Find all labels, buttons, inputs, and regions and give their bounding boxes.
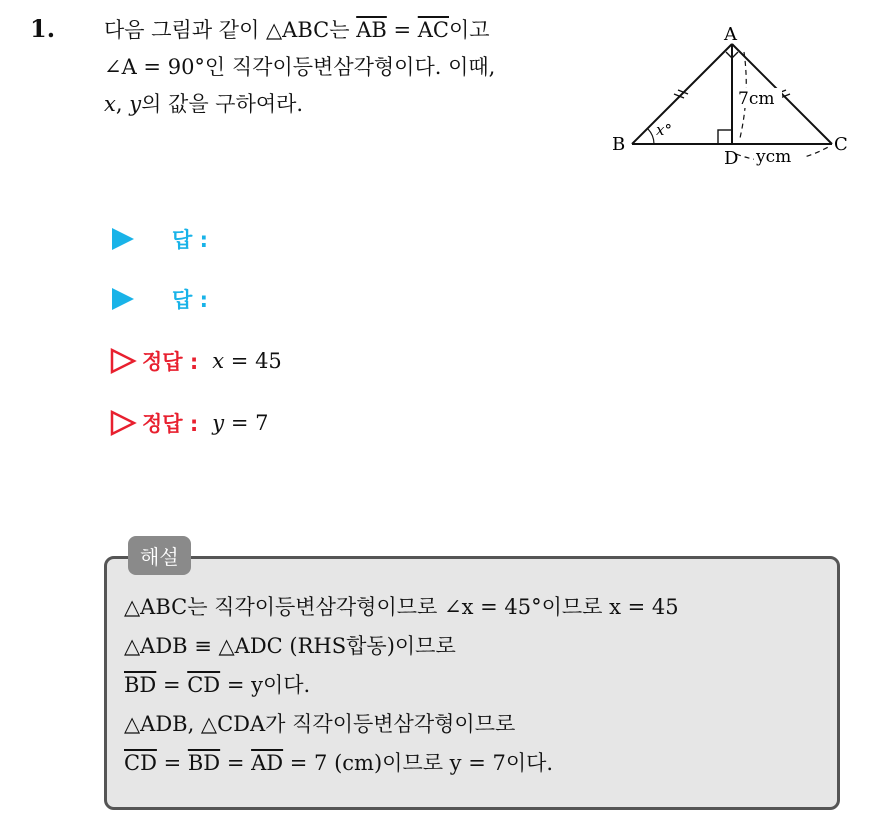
- outline-triangle-icon: [108, 408, 138, 438]
- triangle-figure: [608, 22, 860, 172]
- length-label-ad: 7cm: [738, 89, 775, 109]
- vertex-label-b: B: [612, 134, 626, 155]
- correct-answer-row-1: [108, 344, 282, 378]
- segment-ad: $\overline{AD}$: [251, 751, 284, 775]
- question-text: [104, 12, 604, 123]
- solution-line-5: [124, 744, 824, 783]
- solution-line-3-rest: = y이다.: [220, 673, 311, 697]
- segment-ac: $\overline{AC}$: [417, 18, 449, 42]
- equals-sign: =: [220, 751, 252, 775]
- segment-bd: $\overline{BD}$: [124, 673, 157, 697]
- equals-sign: =: [156, 673, 188, 697]
- answer-row-1: [108, 222, 222, 256]
- equals-sign: =: [156, 751, 188, 775]
- answer-var: x: [212, 349, 225, 373]
- vertex-label-a: A: [724, 24, 737, 45]
- comma: ,: [115, 92, 130, 116]
- answer-label: 답 :: [172, 288, 208, 312]
- length-label-dc: ycm: [756, 147, 792, 167]
- answer-var: y: [212, 411, 225, 435]
- question-line-1: [104, 12, 604, 49]
- solution-line-1: △ABC는 직각이등변삼각형이므로 ∠x = 45°이므로 x = 45: [124, 595, 679, 619]
- solution-tag: 해설: [128, 536, 191, 575]
- segment-bd: $\overline{BD}$: [187, 751, 221, 775]
- equals-sign: =: [386, 18, 418, 42]
- correct-answer-label: 정답 :: [142, 412, 199, 436]
- correct-answer-value: [212, 411, 268, 435]
- question-line-2: ∠A = 90°인 직각이등변삼각형이다. 이때,: [104, 55, 496, 79]
- question-line-1-b: 이고: [449, 18, 490, 42]
- solution-line-4: △ADB, △CDA가 직각이등변삼각형이므로: [124, 712, 516, 736]
- filled-triangle-icon: [108, 224, 138, 254]
- outline-triangle-icon: [108, 346, 138, 376]
- var-y: y: [129, 92, 142, 116]
- question-line-3: [104, 86, 604, 123]
- solution-line-3: [124, 666, 824, 705]
- vertex-label-c: C: [834, 134, 848, 155]
- side-ab: [632, 44, 732, 144]
- answer-expression: = 45: [224, 349, 282, 373]
- angle-arc-b: [648, 129, 654, 144]
- solution-line-2: △ADB ≡ △ADC (RHS합동)이므로: [124, 634, 456, 658]
- answer-label: 답 :: [172, 228, 208, 252]
- correct-answer-label: 정답 :: [142, 350, 199, 374]
- filled-triangle-icon: [108, 284, 138, 314]
- right-angle-mark-d: [718, 130, 732, 144]
- answer-row-2: [108, 282, 222, 316]
- correct-answer-row-2: [108, 406, 268, 440]
- question-number: 1.: [30, 14, 56, 43]
- answer-expression: = 7: [224, 411, 269, 435]
- solution-text: [124, 588, 824, 783]
- segment-cd: $\overline{CD}$: [187, 673, 221, 697]
- correct-answer-value: [212, 349, 282, 373]
- angle-label-x: x°: [656, 121, 672, 139]
- segment-cd: $\overline{CD}$: [124, 751, 157, 775]
- var-x: x: [104, 92, 116, 116]
- question-line-3-rest: 의 값을 구하여라.: [141, 92, 304, 116]
- vertex-label-d: D: [724, 148, 739, 169]
- solution-line-5-rest: = 7 (cm)이므로 y = 7이다.: [283, 751, 554, 775]
- segment-ab: $\overline{AB}$: [356, 18, 387, 42]
- question-line-1-a: 다음 그림과 같이 △ABC는: [104, 18, 357, 42]
